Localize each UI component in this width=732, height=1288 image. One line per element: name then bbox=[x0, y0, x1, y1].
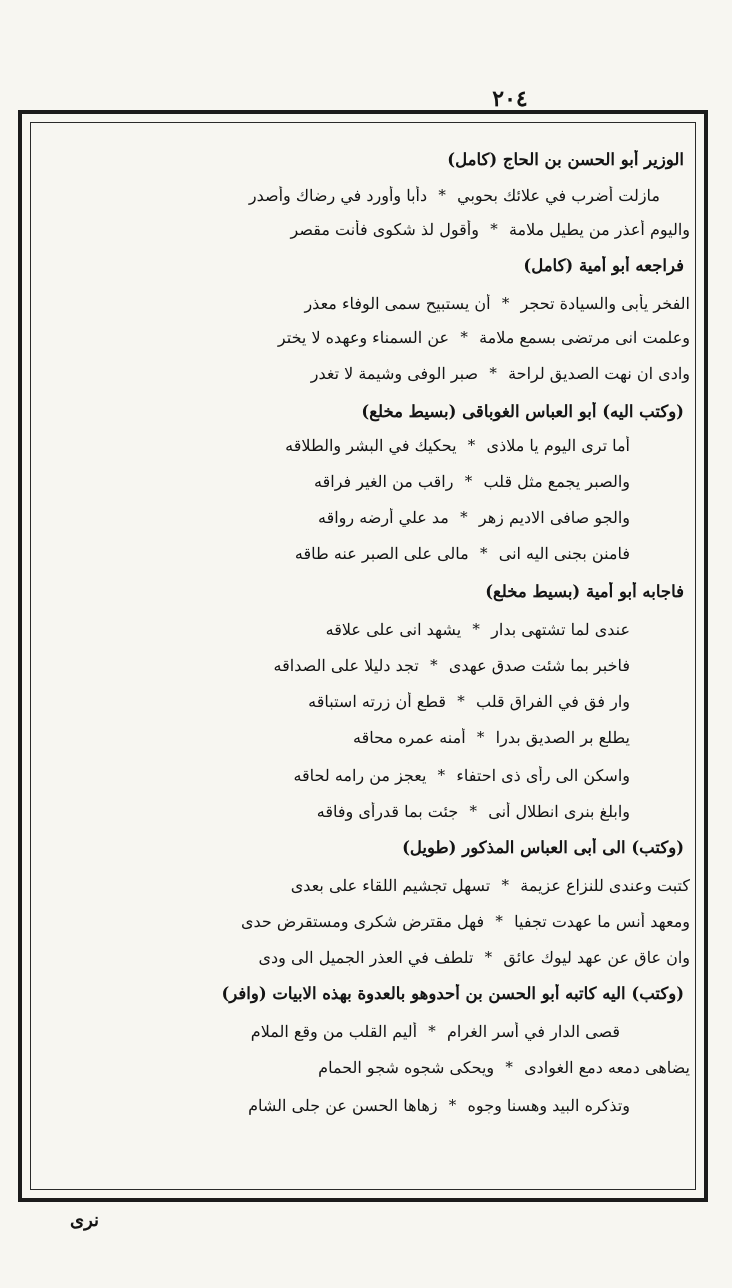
verse-separator-star: * bbox=[460, 328, 468, 346]
verse-line bbox=[44, 620, 690, 650]
verse-hemistich-second: راقب من الغير فراقه bbox=[314, 472, 454, 491]
verse-separator-star: * bbox=[472, 620, 480, 638]
verse-hemistich-second: تجد دليلا على الصداقه bbox=[273, 656, 419, 675]
verse-line bbox=[44, 472, 690, 502]
verse-line bbox=[44, 436, 690, 466]
verse-line bbox=[44, 728, 690, 758]
verse-hemistich-second: تسهل تجشيم اللقاء على بعدى bbox=[290, 876, 491, 895]
verse-line bbox=[44, 186, 690, 216]
verse-line bbox=[44, 766, 690, 796]
verse-hemistich-first: قصى الدار في أسر الغرام bbox=[447, 1022, 620, 1041]
verse-separator-star: * bbox=[467, 436, 476, 454]
verse-hemistich-first: الفخر يأبى والسيادة تحجر bbox=[520, 294, 690, 313]
verse-line bbox=[44, 364, 690, 394]
verse-separator-star: * bbox=[479, 544, 488, 562]
verse-separator-star: * bbox=[428, 1022, 436, 1040]
verse-separator-star: * bbox=[501, 876, 509, 894]
page-number: ٢٠٤ bbox=[492, 86, 528, 112]
verse-hemistich-second: فهل مقترض شكرى ومستقرض حدى bbox=[240, 912, 485, 931]
verse-line bbox=[44, 294, 690, 324]
section-heading: فاجابه أبو أمية (بسيط مخلع) bbox=[485, 582, 684, 601]
verse-hemistich-first: واليوم أعذر من يطيل ملامة bbox=[508, 220, 690, 239]
verse-separator-star: * bbox=[495, 912, 503, 930]
verse-line bbox=[44, 656, 690, 686]
verse-hemistich-first: واسكن الى رأى ذى احتفاء bbox=[456, 766, 630, 785]
verse-separator-star: * bbox=[490, 220, 498, 238]
verse-separator-star: * bbox=[484, 948, 493, 966]
verse-hemistich-first: مازلت أضرب في علائك بحوبي bbox=[457, 186, 660, 205]
page-content bbox=[44, 130, 690, 1190]
verse-hemistich-first: فاخبر بما شئت صدق عهدى bbox=[448, 656, 630, 675]
verse-separator-star: * bbox=[448, 1096, 457, 1114]
verse-line bbox=[44, 508, 690, 538]
verse-hemistich-second: يشهد انى على علاقه bbox=[325, 620, 462, 639]
verse-separator-star: * bbox=[469, 802, 477, 820]
verse-line bbox=[44, 876, 690, 906]
section-heading: (وكتب) اليه كاتبه أبو الحسن بن أحدوهو بالعدوة بهذه الابيات (وافر) bbox=[221, 984, 684, 1003]
verse-separator-star: * bbox=[476, 728, 485, 746]
verse-line bbox=[44, 1096, 690, 1126]
verse-hemistich-second: مد علي أرضه رواقه bbox=[317, 508, 449, 527]
verse-hemistich-second: يحكيك في البشر والطلاقه bbox=[285, 436, 457, 455]
verse-line bbox=[44, 544, 690, 574]
verse-separator-star: * bbox=[457, 692, 465, 710]
verse-hemistich-second: قطع أن زرته استباقه bbox=[308, 692, 447, 711]
section-heading: فراجعه أبو أمية (كامل) bbox=[523, 256, 684, 275]
verse-hemistich-first: وعلمت انى مرتضى بسمع ملامة bbox=[479, 328, 690, 347]
verse-hemistich-second: دأبا وأورد في رضاك وأصدر bbox=[248, 186, 428, 205]
verse-hemistich-second: تلطف في العذر الجميل الى ودى bbox=[258, 948, 474, 967]
verse-hemistich-first: والجو صافى الاديم زهر bbox=[478, 508, 630, 527]
verse-hemistich-second: صبر الوفى وشيمة لا تغدر bbox=[310, 364, 479, 383]
verse-hemistich-second: زهاها الحسن عن جلى الشام bbox=[248, 1096, 438, 1115]
verse-line bbox=[44, 802, 690, 832]
verse-hemistich-first: يطلع بر الصديق بدرا bbox=[495, 728, 630, 747]
verse-line bbox=[44, 692, 690, 722]
verse-separator-star: * bbox=[437, 766, 446, 784]
verse-separator-star: * bbox=[505, 1058, 513, 1076]
verse-separator-star: * bbox=[489, 364, 497, 382]
verse-hemistich-first: وابلغ بنرى انطلال أنى bbox=[488, 802, 630, 821]
verse-line bbox=[44, 220, 690, 250]
verse-hemistich-second: وأقول لذ شكوى فأنت مقصر bbox=[290, 220, 479, 239]
verse-line bbox=[44, 1022, 690, 1052]
verse-line bbox=[44, 912, 690, 942]
verse-separator-star: * bbox=[438, 186, 446, 204]
verse-hemistich-first: وار فق في الفراق قلب bbox=[476, 692, 630, 711]
catchword: نرى bbox=[70, 1210, 100, 1231]
verse-separator-star: * bbox=[464, 472, 473, 490]
verse-hemistich-first: ومعهد أنس ما عهدت تجفيا bbox=[514, 912, 690, 931]
verse-hemistich-second: جئت بما قدرأى وفاقه bbox=[316, 802, 459, 821]
verse-hemistich-first: أما ترى اليوم يا ملاذى bbox=[486, 436, 630, 455]
verse-hemistich-first: عندى لما تشتهى بدار bbox=[491, 620, 630, 639]
verse-line bbox=[44, 1058, 690, 1088]
verse-line bbox=[44, 948, 690, 978]
verse-hemistich-first: يضاهى دمعه دمع الغوادى bbox=[524, 1058, 690, 1077]
verse-hemistich-first: وتذكره البيد وهسنا وجوه bbox=[467, 1096, 630, 1115]
section-heading: (وكتب اليه) أبو العباس الغوباقى (بسيط مخلع) bbox=[361, 402, 684, 421]
verse-hemistich-first: كتبت وعندى للنزاع عزيمة bbox=[520, 876, 690, 895]
verse-hemistich-first: والصبر يجمع مثل قلب bbox=[483, 472, 630, 491]
section-heading: الوزير أبو الحسن بن الحاج (كامل) bbox=[447, 150, 684, 169]
verse-hemistich-first: وادى ان نهت الصديق لراحة bbox=[508, 364, 690, 383]
verse-separator-star: * bbox=[460, 508, 468, 526]
verse-hemistich-second: ويحكى شجوه شجو الحمام bbox=[318, 1058, 495, 1077]
verse-hemistich-first: وان عاق عن عهد ليوك عائق bbox=[503, 948, 690, 967]
section-heading: (وكتب) الى أبى العباس المذكور (طويل) bbox=[402, 838, 684, 857]
verse-hemistich-second: مالى على الصبر عنه طاقه bbox=[294, 544, 469, 563]
verse-separator-star: * bbox=[430, 656, 438, 674]
verse-separator-star: * bbox=[501, 294, 510, 312]
verse-line bbox=[44, 328, 690, 358]
verse-hemistich-second: أن يستبيح سمى الوفاء معذر bbox=[304, 294, 491, 313]
verse-hemistich-second: أليم القلب من وقع الملام bbox=[250, 1022, 418, 1041]
verse-hemistich-first: فامنن بجنى اليه انى bbox=[498, 544, 630, 563]
verse-hemistich-second: يعجز من رامه لحاقه bbox=[293, 766, 427, 785]
verse-hemistich-second: عن السمناء وعهده لا يختر bbox=[277, 328, 450, 347]
verse-hemistich-second: أمنه عمره محاقه bbox=[353, 728, 466, 747]
